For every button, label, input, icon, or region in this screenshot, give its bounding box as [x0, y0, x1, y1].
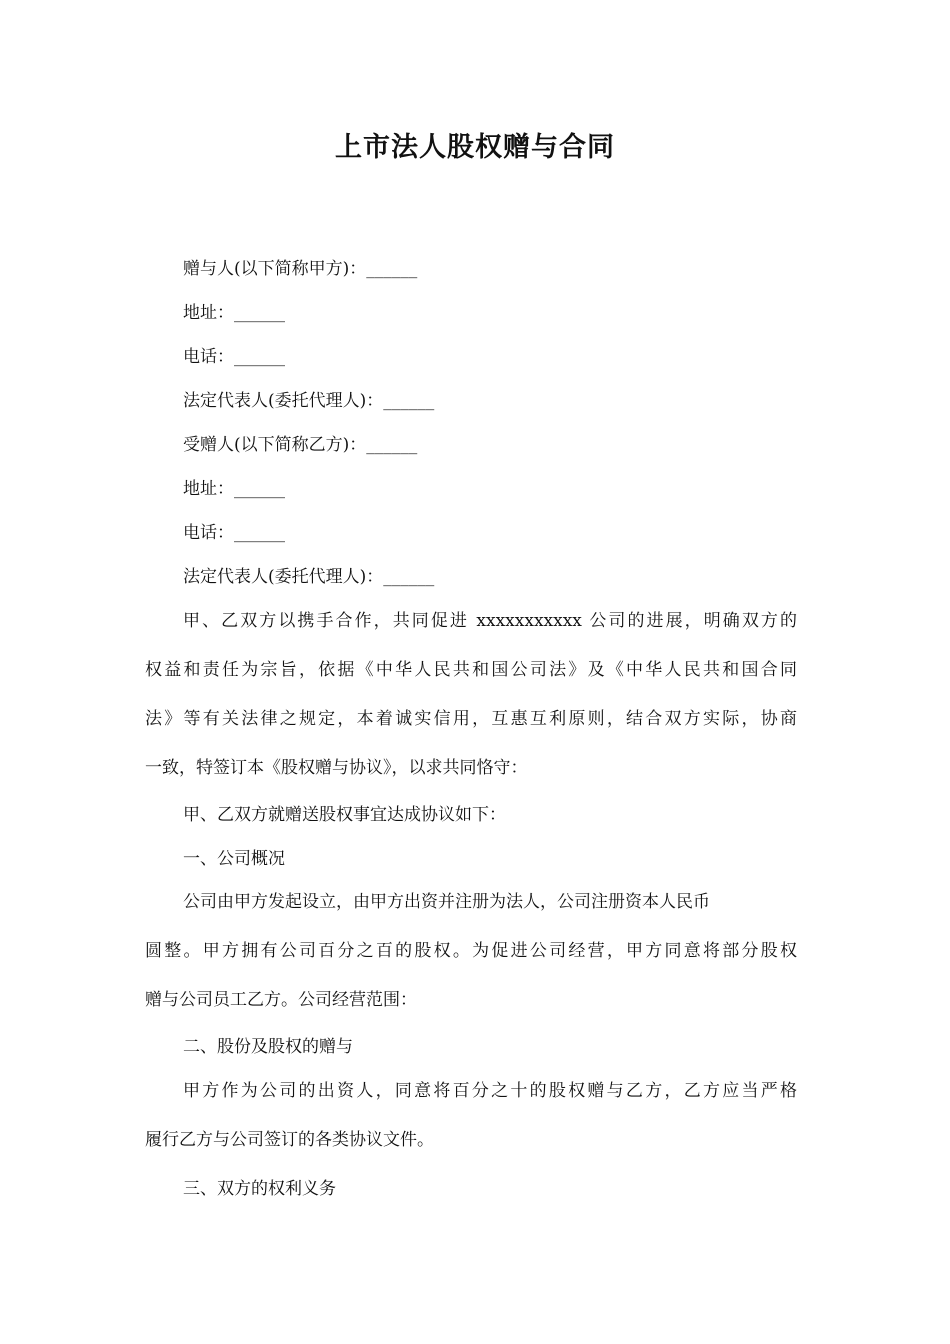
section-2-heading: 二、股份及股权的赠与	[183, 1037, 353, 1057]
paragraph-line: 甲、乙双方以携手合作，共同促进 xxxxxxxxxxx 公司的进展，明确双方的	[183, 611, 797, 631]
recipient-name-field: 受赠人(以下简称乙方)：______	[183, 435, 418, 455]
paragraph-line: 法》等有关法律之规定，本着诚实信用，互惠互利原则，结合双方实际，协商	[145, 709, 797, 729]
paragraph-line: 公司由甲方发起设立，由甲方出资并注册为法人，公司注册资本人民币	[183, 892, 710, 912]
paragraph-line: 一致，特签订本《股权赠与协议》，以求共同恪守：	[145, 758, 528, 778]
paragraph-line: 履行乙方与公司签订的各类协议文件。	[145, 1130, 434, 1150]
section-2-paragraph	[145, 1078, 797, 1153]
intro-paragraph	[145, 608, 797, 781]
contract-title: 上市法人股权赠与合同	[335, 132, 615, 163]
recipient-legal-rep-field	[183, 564, 434, 590]
recipient-phone-field: 电话：______	[183, 523, 285, 543]
section-1-paragraph	[145, 889, 797, 1013]
donor-address-field: 地址：______	[183, 303, 285, 323]
paragraph-line: 权益和责任为宗旨，依据《中华人民共和国公司法》及《中华人民共和国合同	[145, 660, 797, 680]
section-3-heading: 三、双方的权利义务	[183, 1179, 336, 1199]
donor-legal-rep-field: 法定代表人(委托代理人)：______	[183, 391, 435, 411]
donor-name-field: 赠与人(以下简称甲方)：______	[183, 259, 418, 279]
paragraph-line: 赠与公司员工乙方。公司经营范围：	[145, 990, 417, 1010]
recipient-legal-rep-label: 法定代表人(委托代理人)：	[183, 567, 384, 587]
recipient-address-field: 地址：______	[183, 479, 285, 499]
donor-phone-field: 电话：______	[183, 347, 285, 367]
section-1-heading: 一、公司概况	[183, 849, 285, 869]
paragraph-line: 圆整。甲方拥有公司百分之百的股权。为促进公司经营，甲方同意将部分股权	[145, 941, 797, 961]
recipient-legal-rep-blank: ______	[383, 567, 435, 587]
paragraph-line: 甲方作为公司的出资人，同意将百分之十的股权赠与乙方，乙方应当严格	[183, 1081, 797, 1101]
agreement-intro-line: 甲、乙双方就赠送股权事宜达成协议如下：	[183, 805, 506, 825]
